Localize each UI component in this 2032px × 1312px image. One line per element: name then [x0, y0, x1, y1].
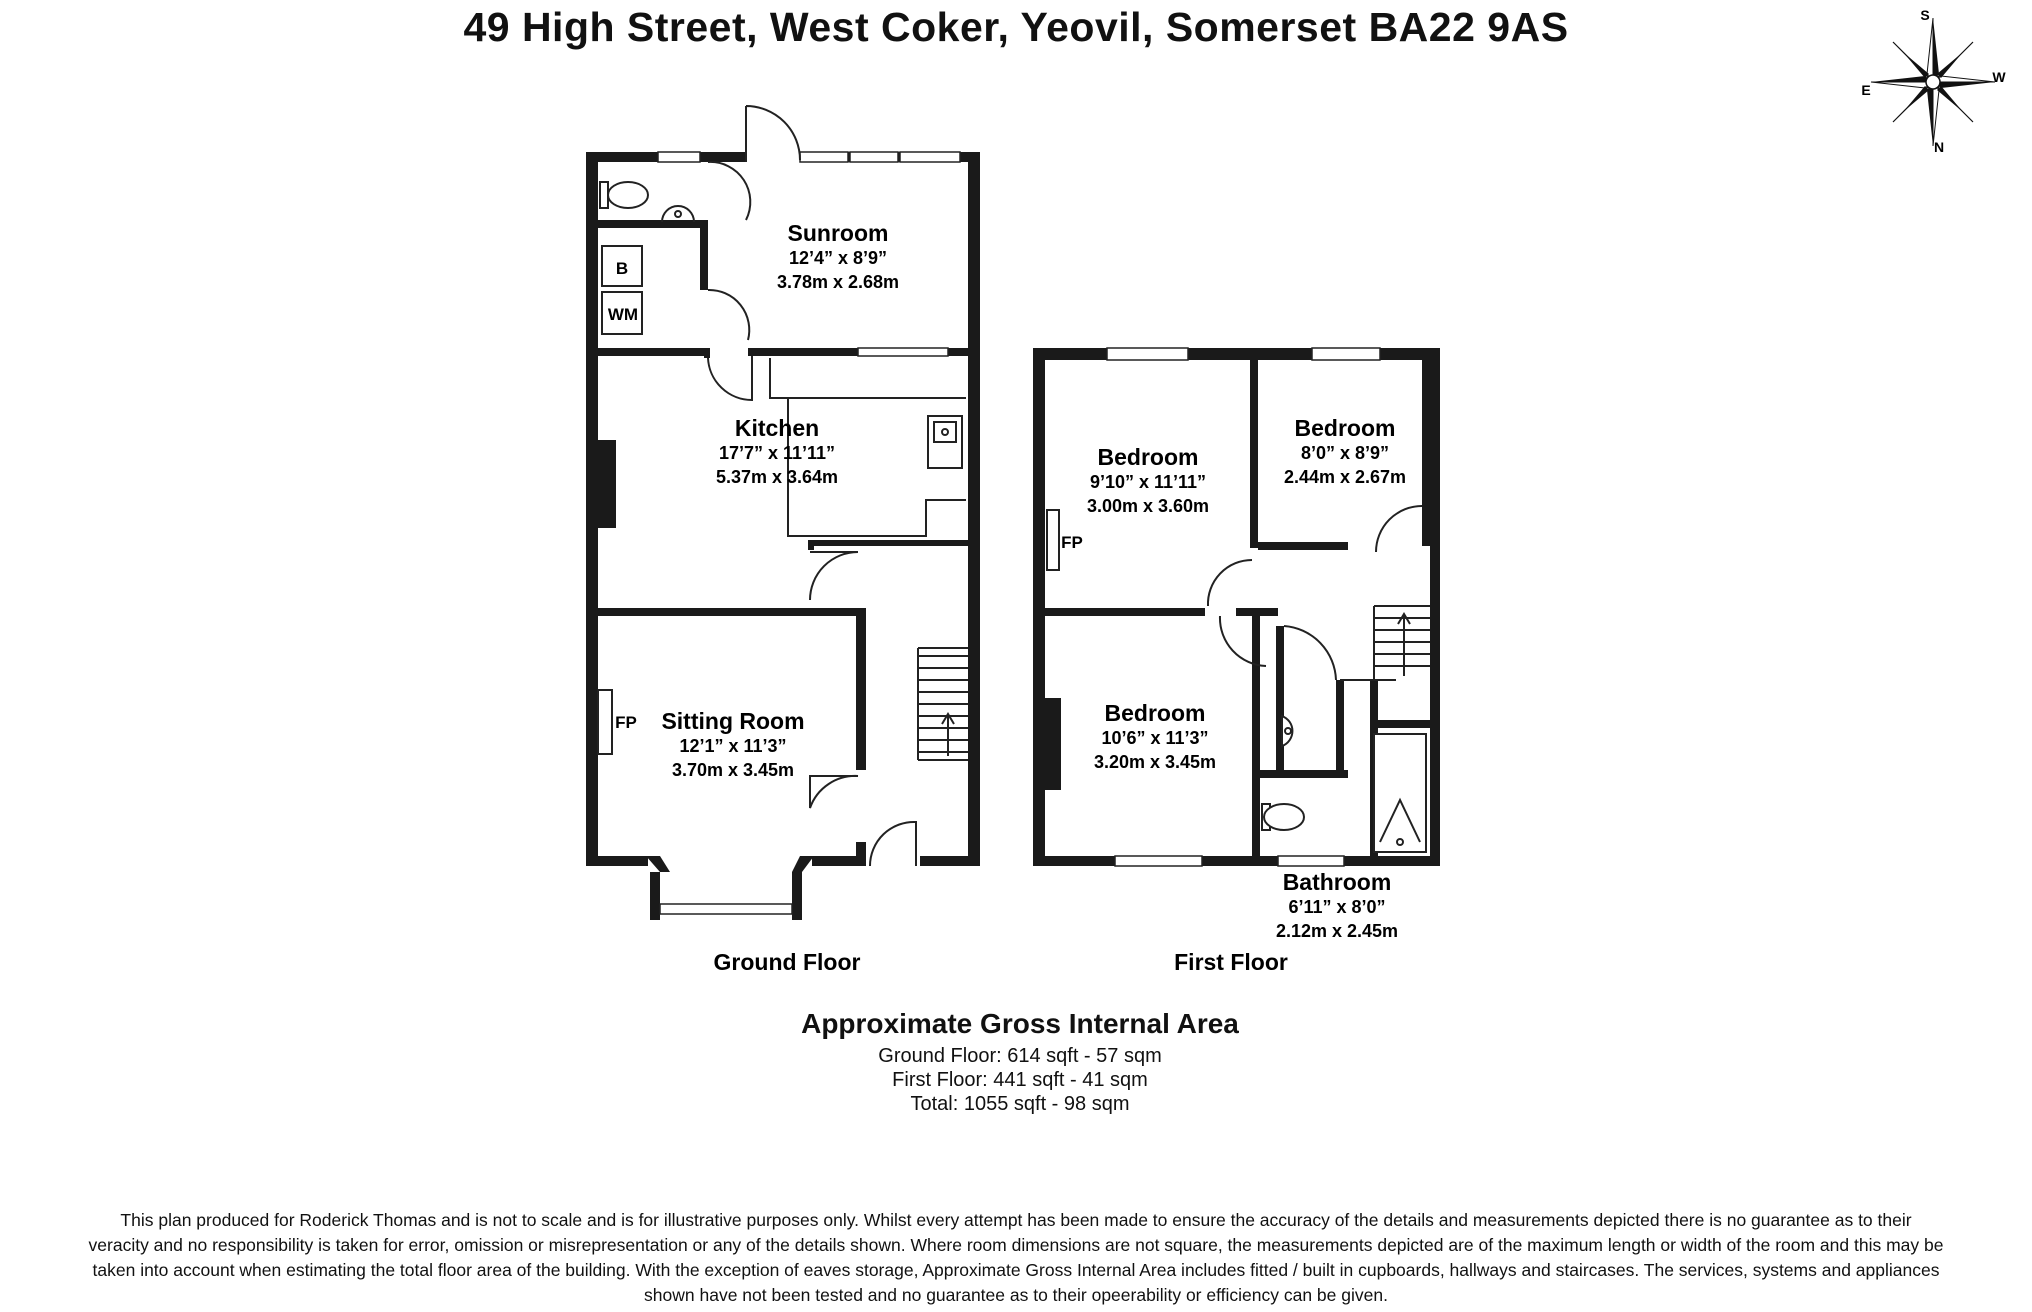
- disclaimer: [0, 1208, 2032, 1308]
- sunroom-metric: 3.78m x 2.68m: [776, 272, 900, 292]
- compass-label-n: N: [1933, 139, 1945, 155]
- sitting-room-fp-tag: FP: [615, 713, 637, 732]
- page-title: 49 High Street, West Coker, Yeovil, Somerset BA22 9AS: [463, 4, 1569, 50]
- area-ground-floor: Ground Floor: 614 sqft - 57 sqm: [878, 1045, 1162, 1067]
- kitchen-metric: 5.37m x 3.64m: [715, 467, 839, 487]
- bedroom-2-imperial: 8’0” x 8’9”: [1300, 443, 1390, 463]
- sitting-room-name: Sitting Room: [661, 708, 805, 734]
- gross-internal-area: [620, 1008, 1420, 1116]
- sitting-room-imperial: 12’1” x 11’3”: [679, 736, 787, 756]
- ground-floor-label: Ground Floor: [713, 949, 861, 975]
- bedroom-1-name: Bedroom: [1097, 444, 1199, 470]
- bedroom-2-name: Bedroom: [1294, 415, 1396, 441]
- disclaimer-line: veracity and no responsibility is taken for error, omission or misrepresentation or any of the details shown. Where room dimensions are not square, the measurements depicted are of the maximum length or width of the room and this may be: [88, 1235, 1944, 1255]
- bedroom-3-name: Bedroom: [1104, 700, 1206, 726]
- disclaimer-line: taken into account when estimating the total floor area of the building. With the exception of eaves storage, Approximate Gross Internal Area includes fitted / built in cupboards, hallways and staircases. The services, systems and appliances: [92, 1260, 1940, 1280]
- first-floor-label: First Floor: [1174, 949, 1288, 975]
- bathroom-metric: 2.12m x 2.45m: [1275, 921, 1399, 941]
- compass-icon: [1861, 7, 2006, 155]
- area-title: Approximate Gross Internal Area: [801, 1008, 1239, 1039]
- bedroom-3-imperial: 10’6” x 11’3”: [1101, 728, 1209, 748]
- sunroom-imperial: 12’4” x 8’9”: [788, 248, 888, 268]
- bedroom-1-imperial: 9’10” x 11’11”: [1089, 472, 1207, 492]
- area-total: Total: 1055 sqft - 98 sqm: [910, 1093, 1130, 1115]
- bathroom-name: Bathroom: [1282, 869, 1392, 895]
- disclaimer-line: This plan produced for Roderick Thomas and is not to scale and is for illustrative purposes only. Whilst every attempt has been made to ensure the accuracy of the details and measurements depicted there is no guarantee as to their: [120, 1210, 1912, 1230]
- boiler-tag: B: [615, 259, 629, 278]
- washing-machine-tag: WM: [607, 305, 639, 324]
- compass-label-e: E: [1861, 82, 1871, 98]
- area-first-floor: First Floor: 441 sqft - 41 sqm: [892, 1069, 1148, 1091]
- bedroom-3-metric: 3.20m x 3.45m: [1093, 752, 1217, 772]
- sitting-room-metric: 3.70m x 3.45m: [671, 760, 795, 780]
- bathroom-imperial: 6’11” x 8’0”: [1288, 897, 1386, 917]
- sunroom-name: Sunroom: [787, 220, 889, 246]
- kitchen-imperial: 17’7” x 11’11”: [718, 443, 836, 463]
- compass-label-s: S: [1920, 7, 1930, 23]
- ground-floor-plan: [586, 106, 980, 975]
- disclaimer-line: shown have not been tested and no guarantee as to their opeerability or efficiency can be given.: [644, 1285, 1388, 1305]
- kitchen-name: Kitchen: [734, 415, 820, 441]
- bedroom-fp-tag: FP: [1061, 533, 1083, 552]
- first-floor-plan: [1033, 348, 1440, 975]
- bedroom-2-metric: 2.44m x 2.67m: [1283, 467, 1407, 487]
- bedroom-1-metric: 3.00m x 3.60m: [1086, 496, 1210, 516]
- compass-label-w: W: [1992, 69, 2006, 85]
